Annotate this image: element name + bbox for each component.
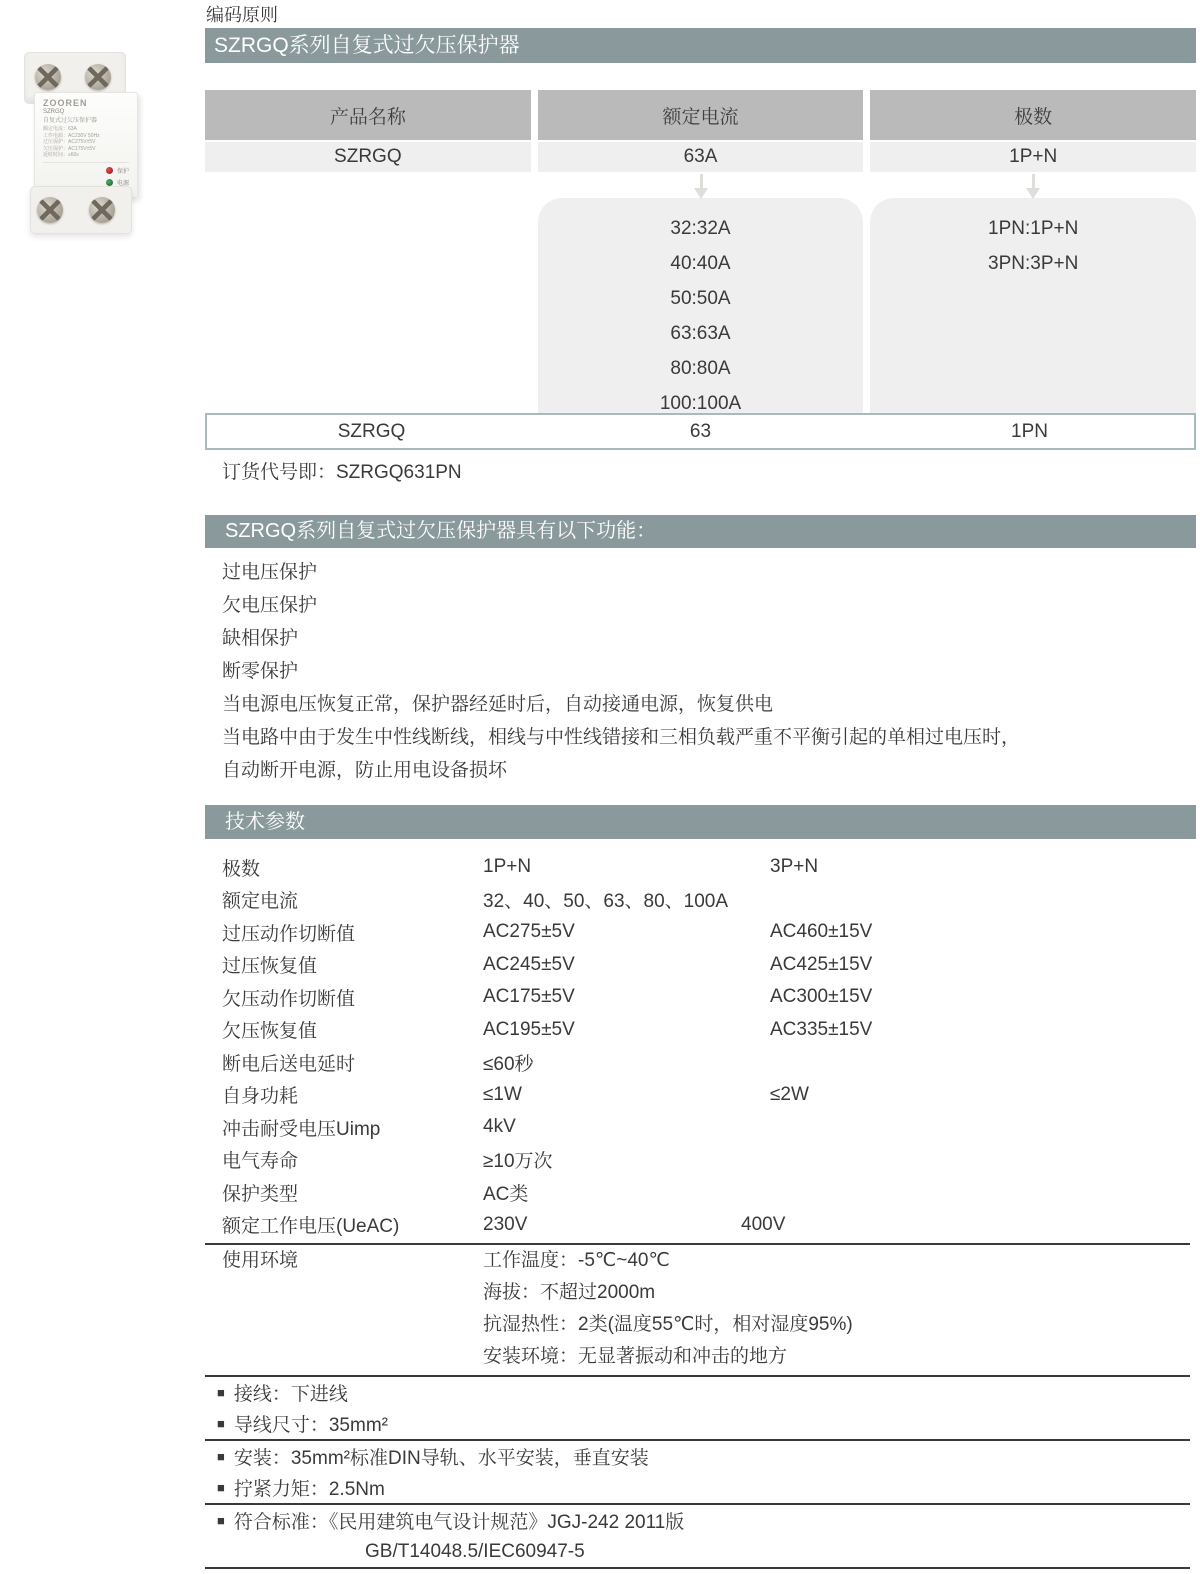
order-code-line: 订货代号即：SZRGQ631PN — [222, 462, 462, 483]
note-text: 符合标准：《民用建筑电气设计规范》JGJ-242 2011版 — [233, 1512, 685, 1533]
tech-params-table — [205, 851, 1196, 1241]
device-face — [34, 92, 138, 198]
tech-param-value-1pn: ≥10万次 — [483, 1151, 553, 1173]
tech-param-value-1pn: 1P+N — [483, 856, 532, 878]
bullet-square-icon: ■ — [217, 1513, 225, 1528]
device-spec-lines — [43, 126, 129, 159]
device-spec-line: 延时时间：≤60s — [43, 152, 79, 158]
tech-param-value-3pn: AC460±15V — [770, 921, 873, 943]
tech-param-value-1pn: AC类 — [483, 1183, 529, 1205]
device-spec-line: 工作电源：AC230V 50Hz — [43, 132, 100, 139]
result-product: SZRGQ — [337, 420, 406, 442]
divider-line — [205, 1567, 1190, 1569]
tech-param-row — [205, 1014, 1196, 1047]
current-options-box — [538, 198, 864, 413]
function-item: 断零保护 — [222, 661, 299, 682]
coding-header-row — [205, 90, 1196, 140]
tech-param-value-1pn: AC195±5V — [483, 1018, 575, 1040]
tech-param-label: 保护类型 — [222, 1183, 299, 1205]
pole-option: 1PN:1P+N — [988, 218, 1079, 239]
protect-led-label: 保护 — [116, 168, 129, 175]
note-text: 安装：35mm²标准DIN导轨、水平安装，垂直安装 — [233, 1448, 649, 1469]
tech-param-value-1pn: AC175±5V — [483, 986, 575, 1008]
environment-line: 安装环境：无显著振动和冲击的地方 — [483, 1346, 788, 1367]
bullet-square-icon: ■ — [217, 1416, 225, 1431]
current-option: 40:40A — [670, 253, 731, 274]
tech-param-value-1pn: 4kV — [483, 1116, 516, 1138]
tech-param-label: 过压动作切断值 — [222, 923, 356, 945]
page-kicker: 编码原则 — [206, 5, 278, 25]
tech-param-row — [205, 916, 1196, 949]
tech-param-value-3pn: AC300±15V — [770, 986, 873, 1008]
tech-param-row — [205, 949, 1196, 982]
tech-param-row — [205, 884, 1196, 917]
tech-param-value-3pn: AC335±15V — [770, 1018, 873, 1040]
current-option: 63:63A — [670, 323, 731, 344]
function-item: 缺相保护 — [222, 628, 299, 649]
tech-param-value-1pn: ≤1W — [483, 1083, 522, 1105]
tech-param-value-3pn: 400V — [741, 1213, 786, 1235]
device-bottom-cap — [30, 186, 132, 234]
tech-param-value-3pn: ≤2W — [770, 1083, 809, 1105]
arrow-spacer — [205, 172, 531, 198]
environment-line: 抗湿热性：2类(温度55℃时，相对湿度95%) — [483, 1314, 853, 1335]
device-spec-line: 过压保护：AC275V±5V — [43, 139, 96, 145]
tech-param-row — [205, 1079, 1196, 1112]
note-text: 导线尺寸：35mm² — [233, 1415, 388, 1436]
note-text: 接线：下进线 — [233, 1384, 348, 1405]
tech-param-label: 自身功耗 — [222, 1086, 299, 1108]
coding-header-product: 产品名称 — [205, 90, 531, 140]
tech-param-label: 极数 — [222, 858, 261, 880]
screw-icon — [35, 64, 61, 90]
screw-icon — [85, 64, 111, 90]
tech-param-label: 欠压恢复值 — [222, 1021, 318, 1043]
tech-param-value-1pn: 32、40、50、63、80、100A — [483, 891, 729, 913]
down-arrow-icon — [694, 174, 708, 199]
down-arrow-icon — [1026, 174, 1040, 199]
note-row — [205, 1377, 1196, 1408]
power-led-icon — [106, 179, 113, 186]
environment-row — [205, 1245, 1196, 1373]
notes-section — [205, 1375, 1196, 1569]
coding-header-current: 额定电流 — [538, 90, 864, 140]
device-subtitle: 自复式过欠压保护器 — [43, 118, 98, 124]
note-continuation-row — [205, 1536, 1196, 1567]
bullet-square-icon: ■ — [217, 1449, 225, 1464]
arrow-cell-current — [538, 172, 864, 198]
tech-param-row — [205, 851, 1196, 884]
device-brand: ZOOREN — [43, 98, 88, 108]
power-led-label: 电源 — [116, 180, 129, 187]
tech-param-label: 额定电流 — [222, 891, 299, 913]
function-item: 当电路中由于发生中性线断线，相线与中性线错接和三相负载严重不平衡引起的单相过电压时， — [222, 727, 1021, 748]
note-text: 拧紧力矩：2.5Nm — [233, 1479, 385, 1500]
arrow-cell-poles — [870, 172, 1196, 198]
tech-param-label: 断电后送电延时 — [222, 1053, 356, 1075]
function-item: 过电压保护 — [222, 562, 318, 583]
environment-lines — [483, 1245, 1196, 1373]
tech-param-row — [205, 1111, 1196, 1144]
coding-value-poles: 1P+N — [870, 142, 1196, 172]
product-photo — [8, 40, 144, 234]
tech-param-row — [205, 981, 1196, 1014]
tech-param-value-1pn: AC275±5V — [483, 921, 575, 943]
series-title-bar: SZRGQ系列自复式过欠压保护器 — [205, 28, 1196, 63]
note-row — [205, 1408, 1196, 1439]
note-row — [205, 1505, 1196, 1536]
tech-param-row — [205, 1176, 1196, 1209]
current-option: 100:100A — [659, 393, 742, 414]
note-row — [205, 1472, 1196, 1503]
order-code-result-row — [205, 413, 1196, 450]
tech-param-label: 过压恢复值 — [222, 956, 318, 978]
tech-param-value-1pn: 230V — [483, 1213, 528, 1235]
tech-param-label: 欠压动作切断值 — [222, 988, 356, 1010]
device-spec-line: 欠压保护：AC175V±5V — [43, 145, 96, 152]
tech-param-label: 额定工作电压(UeAC) — [222, 1216, 400, 1238]
coding-value-current: 63A — [538, 142, 864, 172]
current-option: 80:80A — [670, 358, 731, 379]
tech-param-value-1pn: ≤60秒 — [483, 1053, 534, 1075]
tech-param-value-3pn: AC425±15V — [770, 953, 873, 975]
function-item: 当电源电压恢复正常，保护器经延时后，自动接通电源，恢复供电 — [222, 694, 774, 715]
functions-header-bar: SZRGQ系列自复式过欠压保护器具有以下功能： — [205, 515, 1196, 548]
coding-value-row — [205, 142, 1196, 172]
pole-options-box — [870, 198, 1196, 413]
tech-param-value-3pn: 3P+N — [770, 856, 819, 878]
function-item: 欠电压保护 — [222, 595, 318, 616]
tech-param-row — [205, 1144, 1196, 1177]
arrow-row — [205, 172, 1196, 198]
options-row — [205, 198, 1196, 413]
coding-table — [205, 90, 1196, 484]
bullet-square-icon: ■ — [217, 1480, 225, 1495]
panel-groove — [43, 162, 129, 163]
environment-label: 使用环境 — [222, 1250, 299, 1271]
result-current: 63 — [689, 420, 712, 442]
coding-value-product: SZRGQ — [205, 142, 531, 172]
device-model: SZRGQ — [43, 109, 65, 115]
tech-param-row — [205, 1046, 1196, 1079]
protect-led-icon — [106, 167, 113, 174]
environment-line: 海拔：不超过2000m — [483, 1282, 656, 1303]
result-poles: 1PN — [1011, 420, 1048, 442]
bullet-square-icon: ■ — [217, 1385, 225, 1400]
tech-param-row — [205, 1209, 1196, 1242]
screw-icon — [89, 197, 115, 223]
note-text: GB/T14048.5/IEC60947-5 — [365, 1540, 585, 1562]
coding-header-poles: 极数 — [870, 90, 1196, 140]
tech-param-label: 冲击耐受电压Uimp — [222, 1118, 381, 1140]
current-option: 50:50A — [670, 288, 731, 309]
tech-param-value-1pn: AC245±5V — [483, 953, 575, 975]
device-spec-line: 额定电流：63A — [43, 126, 77, 132]
functions-list — [222, 556, 1020, 787]
note-row — [205, 1441, 1196, 1472]
current-option: 32:32A — [670, 218, 731, 239]
pole-option: 3PN:3P+N — [988, 253, 1079, 274]
tech-param-label: 电气寿命 — [222, 1151, 299, 1173]
screw-icon — [37, 197, 63, 223]
environment-line: 工作温度：-5℃~40℃ — [483, 1250, 670, 1271]
function-item: 自动断开电源，防止用电设备损坏 — [222, 760, 508, 781]
protect-led-row — [43, 166, 129, 175]
options-spacer — [205, 198, 531, 413]
tech-params-header-bar: 技术参数 — [205, 805, 1196, 839]
